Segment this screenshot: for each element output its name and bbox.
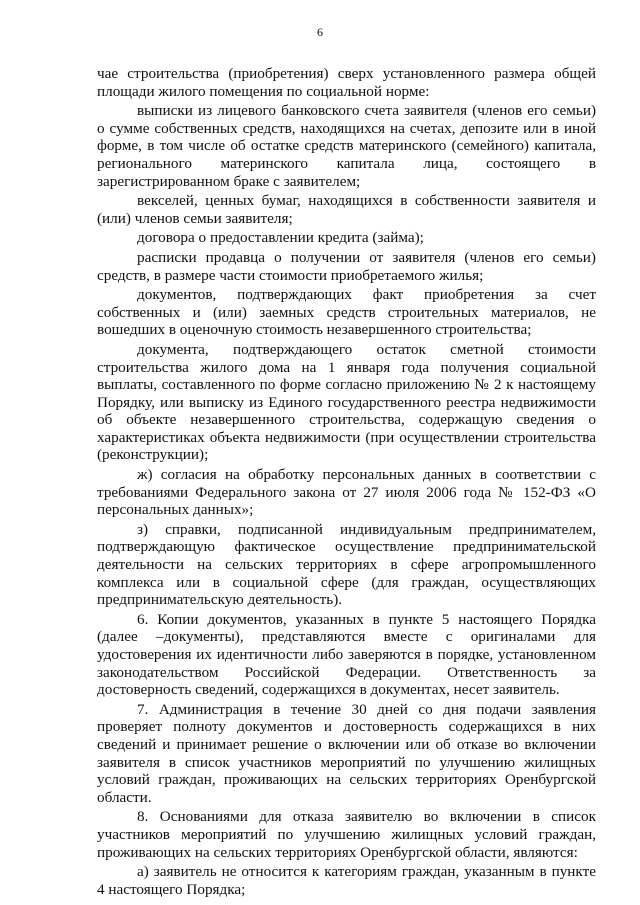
paragraph-section-8: 8. Основаниями для отказа заявителю во включении в список участников мероприятий по улучшению жилищных условий граждан, проживающих на сельских территориях Оренбургской области, являются: — [97, 808, 596, 861]
paragraph-loan-agreement: договора о предоставлении кредита (займа); — [137, 229, 424, 247]
paragraph-securities: векселей, ценных бумаг, находящихся в собственности заявителя и (или) членов семьи заявителя; — [97, 192, 596, 227]
paragraph-section-7: 7. Администрация в течение 30 дней со дня подачи заявления проверяет полноту документов и достоверность содержащихся в них сведений и принимает решение о включении или об отказе во включении заявителя в список участников мероприятий по улучшению жилищных условий граждан, проживающих на сельских территориях Оренбургской области. — [97, 700, 596, 806]
paragraph-section-6: 6. Копии документов, указанных в пункте 5 настоящего Порядка (далее –документы), представляются вместе с оригиналами для удостоверения их идентичности либо заверяются в порядке, установленном законодательством Российской Федерации. Ответственность за достоверность сведений, содержащихся в документах, несет заявитель. — [97, 610, 596, 699]
paragraph-cost-estimate: документа, подтверждающего остаток сметной стоимости строительства жилого дома на 1 января года получения социальной выплаты, составленного по форме согласно приложению № 2 к настоящему Порядку, или выписку из Единого государственного реестра недвижимости об объекте незавершенного строительства, содержащую сведения о характеристиках объекта недвижимости (при осуществлении строительства (реконструкции); — [97, 340, 596, 464]
paragraph-building-materials: документов, подтверждающих факт приобретения за счет собственных и (или) заемных средств строительных материалов, не вошедших в оценочную стоимость незавершенного строительства; — [97, 286, 596, 339]
paragraph-seller-receipt: расписки продавца о получении от заявителя (членов его семьи) средств, в размере части стоимости приобретаемого жилья; — [97, 248, 596, 284]
document-body — [97, 65, 596, 898]
paragraph-bank-statement: выписки из лицевого банковского счета заявителя (членов его семьи) о сумме собственных средств, находящихся на счетах, депозите или в иной форме, в том числе об остатке средств материнского (семейного) капитала, регионального материнского капитала лица, состоящего в зарегистрированном браке с заявителем; — [97, 102, 596, 190]
paragraph-section-8a: а) заявитель не относится к категориям граждан, указанным в пункте 4 настоящего Порядка; — [97, 863, 596, 898]
paragraph-personal-data-consent: ж) согласия на обработку персональных данных в соответствии с требованиями Федерального закона от 27 июля 2006 года № 152-ФЗ «О персональных данных»; — [97, 466, 596, 519]
paragraph-entrepreneur-certificate: з) справки, подписанной индивидуальным предпринимателем, подтверждающую фактическое осуществление предпринимательской деятельности на сельских территориях в сфере агропромышленного комплекса или в социальной сфере (для граждан, осуществляющих предпринимательскую деятельность). — [97, 520, 596, 609]
paragraph-continuation: чае строительства (приобретения) сверх установленного размера общей площади жилого помещения по социальной норме: — [97, 65, 596, 100]
page-number: 6 — [317, 25, 323, 39]
